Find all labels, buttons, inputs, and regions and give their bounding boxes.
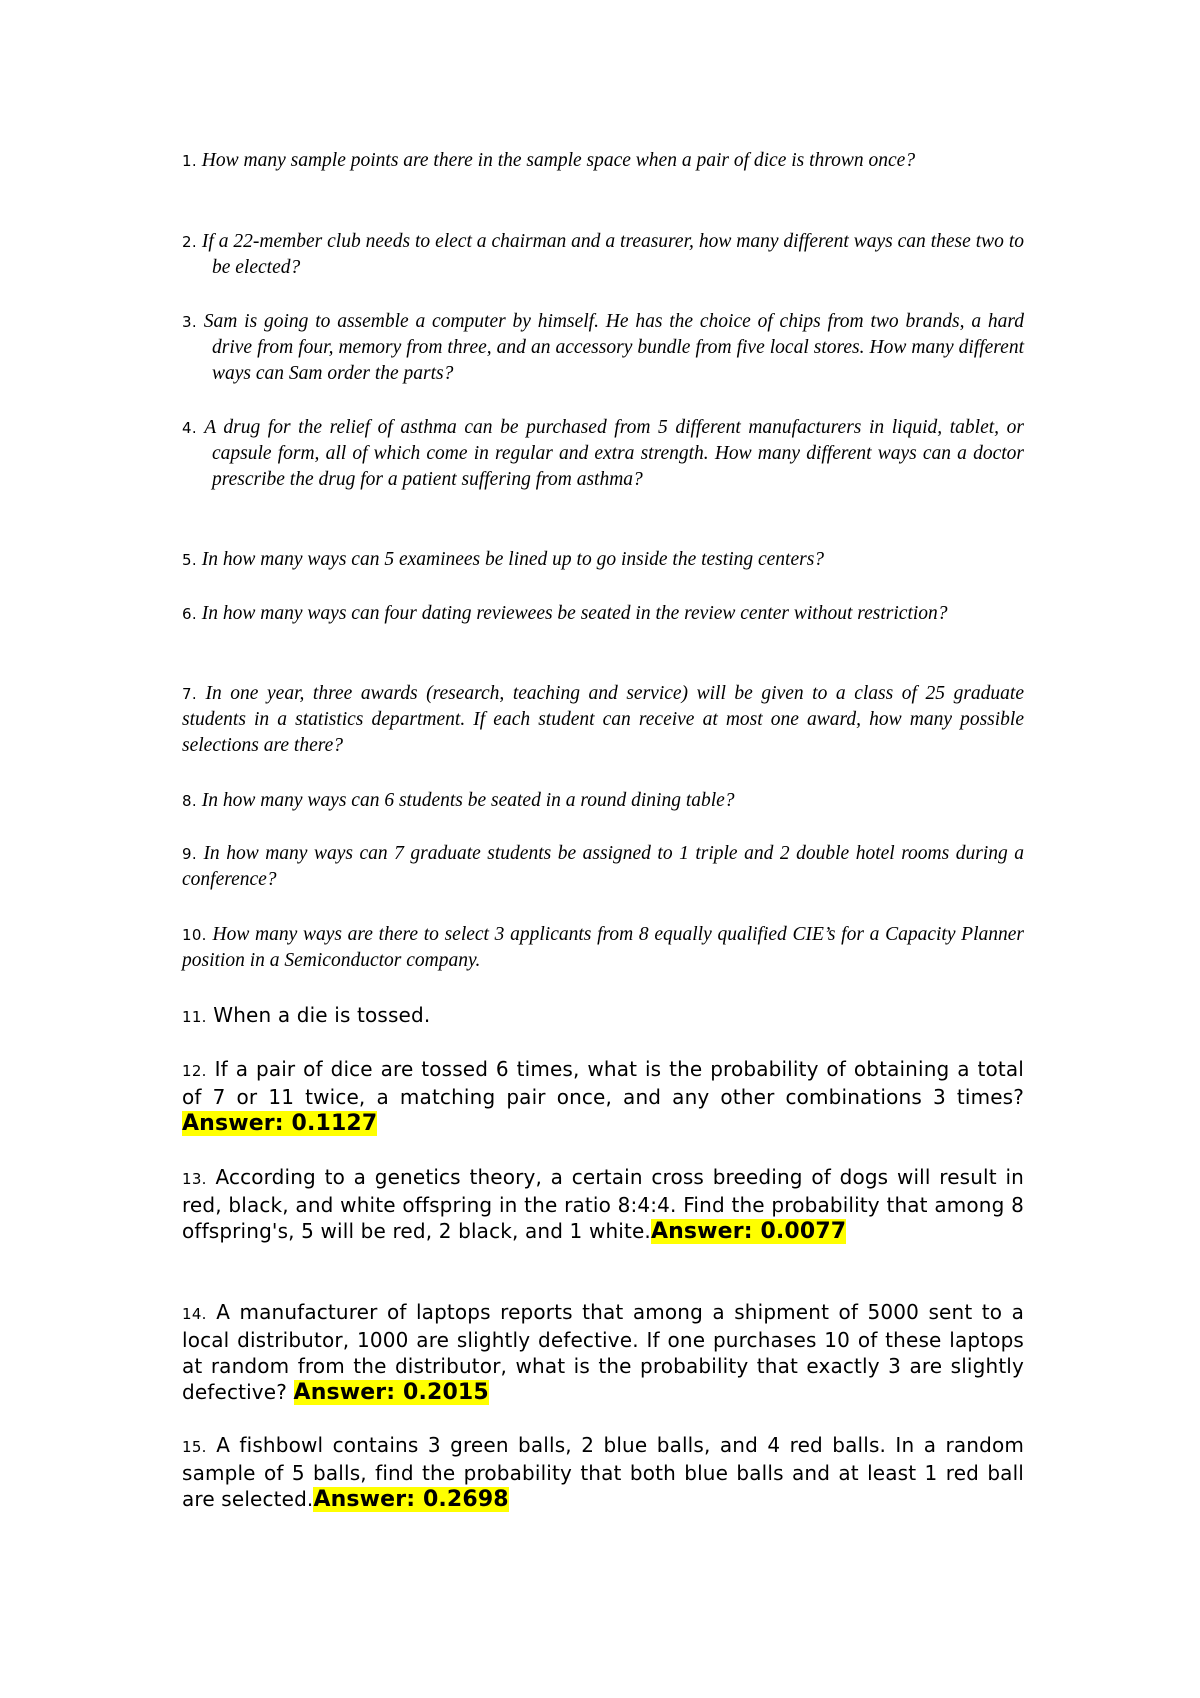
- question-number: 6.: [182, 605, 197, 623]
- question-15: [182, 1432, 1024, 1513]
- question-text: A manufacturer of laptops reports that among a shipment of 5000 sent to a local distributor, 1000 are slightly defective. If one purchases 10 of these laptops at random from the distributor, what is the probability that exactly 3 are slightly defective?: [182, 1300, 1024, 1404]
- question-12: [182, 1056, 1024, 1137]
- question-8: [182, 788, 1024, 814]
- question-number: 7.: [182, 685, 197, 703]
- question-number: 13.: [182, 1170, 207, 1188]
- question-number: 10.: [182, 926, 207, 944]
- question-number: 15.: [182, 1438, 207, 1456]
- question-text: In how many ways can 6 students be seated in a round dining table?: [201, 790, 735, 811]
- question-text: If a pair of dice are tossed 6 times, what is the probability of obtaining a total of 7 or 11 twice, a matching pair once, and any other combinations 3 times?: [182, 1057, 1024, 1109]
- answer-highlight: Answer: 0.2015: [293, 1380, 489, 1405]
- question-1: [182, 148, 1024, 174]
- question-number: 8.: [182, 792, 197, 810]
- question-number: 3.: [182, 313, 197, 331]
- question-10: [182, 922, 1024, 974]
- question-13: [182, 1164, 1024, 1245]
- question-text: How many ways are there to select 3 applicants from 8 equally qualified CIE’s for a Capacity Planner position in a Semiconductor company.: [182, 924, 1025, 971]
- question-2: [182, 229, 1025, 281]
- question-4: [182, 415, 1024, 493]
- question-text: In how many ways can four dating reviewees be seated in the review center without restriction?: [201, 603, 948, 624]
- answer-highlight: Answer: 0.1127: [182, 1111, 378, 1136]
- question-text: In how many ways can 7 graduate students be assigned to 1 triple and 2 double hotel rooms during a conference?: [182, 843, 1024, 890]
- question-text: A drug for the relief of asthma can be purchased from 5 different manufacturers in liquid, tablet, or capsule form, all of which come in regular and extra strength. How many different ways can a doctor prescribe the drug for a patient suffering from asthma?: [204, 417, 1024, 490]
- question-number: 4.: [182, 419, 197, 437]
- question-11: [182, 1002, 1024, 1030]
- question-5: [182, 547, 1024, 573]
- question-number: 9.: [182, 845, 197, 863]
- question-number: 1.: [182, 152, 197, 170]
- question-number: 11.: [182, 1008, 207, 1026]
- question-text: According to a genetics theory, a certain cross breeding of dogs will result in red, black, and white offspring in the ratio 8:4:4. Find the probability that among 8 offspring's, 5 will be red, 2 black, and 1 white.: [182, 1165, 1024, 1243]
- question-number: 12.: [182, 1062, 207, 1080]
- question-text: In one year, three awards (research, teaching and service) will be given to a class of 25 graduate students in a statistics department. If each student can receive at most one award, how many possible selections are there?: [182, 683, 1024, 756]
- question-6: [182, 601, 1024, 627]
- question-text: In how many ways can 5 examinees be lined up to go inside the testing centers?: [201, 549, 825, 570]
- answer-highlight: Answer: 0.0077: [650, 1219, 847, 1244]
- answer-highlight: Answer: 0.2698: [313, 1487, 509, 1512]
- question-text: When a die is tossed.: [213, 1003, 431, 1027]
- question-9: [182, 841, 1024, 893]
- question-7: [182, 681, 1024, 759]
- question-text: How many sample points are there in the sample space when a pair of dice is thrown once?: [201, 150, 916, 171]
- question-text: Sam is going to assemble a computer by himself. He has the choice of chips from two brands, a hard drive from four, memory from three, and an accessory bundle from five local stores. How many different ways can Sam order the parts?: [203, 311, 1024, 384]
- question-number: 14.: [182, 1305, 207, 1323]
- question-text: A fishbowl contains 3 green balls, 2 blue balls, and 4 red balls. In a random sample of 5 balls, find the probability that both blue balls and at least 1 red ball are selected.: [182, 1433, 1025, 1511]
- question-3: [182, 309, 1024, 387]
- question-number: 2.: [182, 233, 197, 251]
- question-number: 5.: [182, 551, 197, 569]
- question-text: If a 22-member club needs to elect a chairman and a treasurer, how many different ways can these two to be elected?: [201, 231, 1025, 278]
- question-14: [182, 1299, 1024, 1406]
